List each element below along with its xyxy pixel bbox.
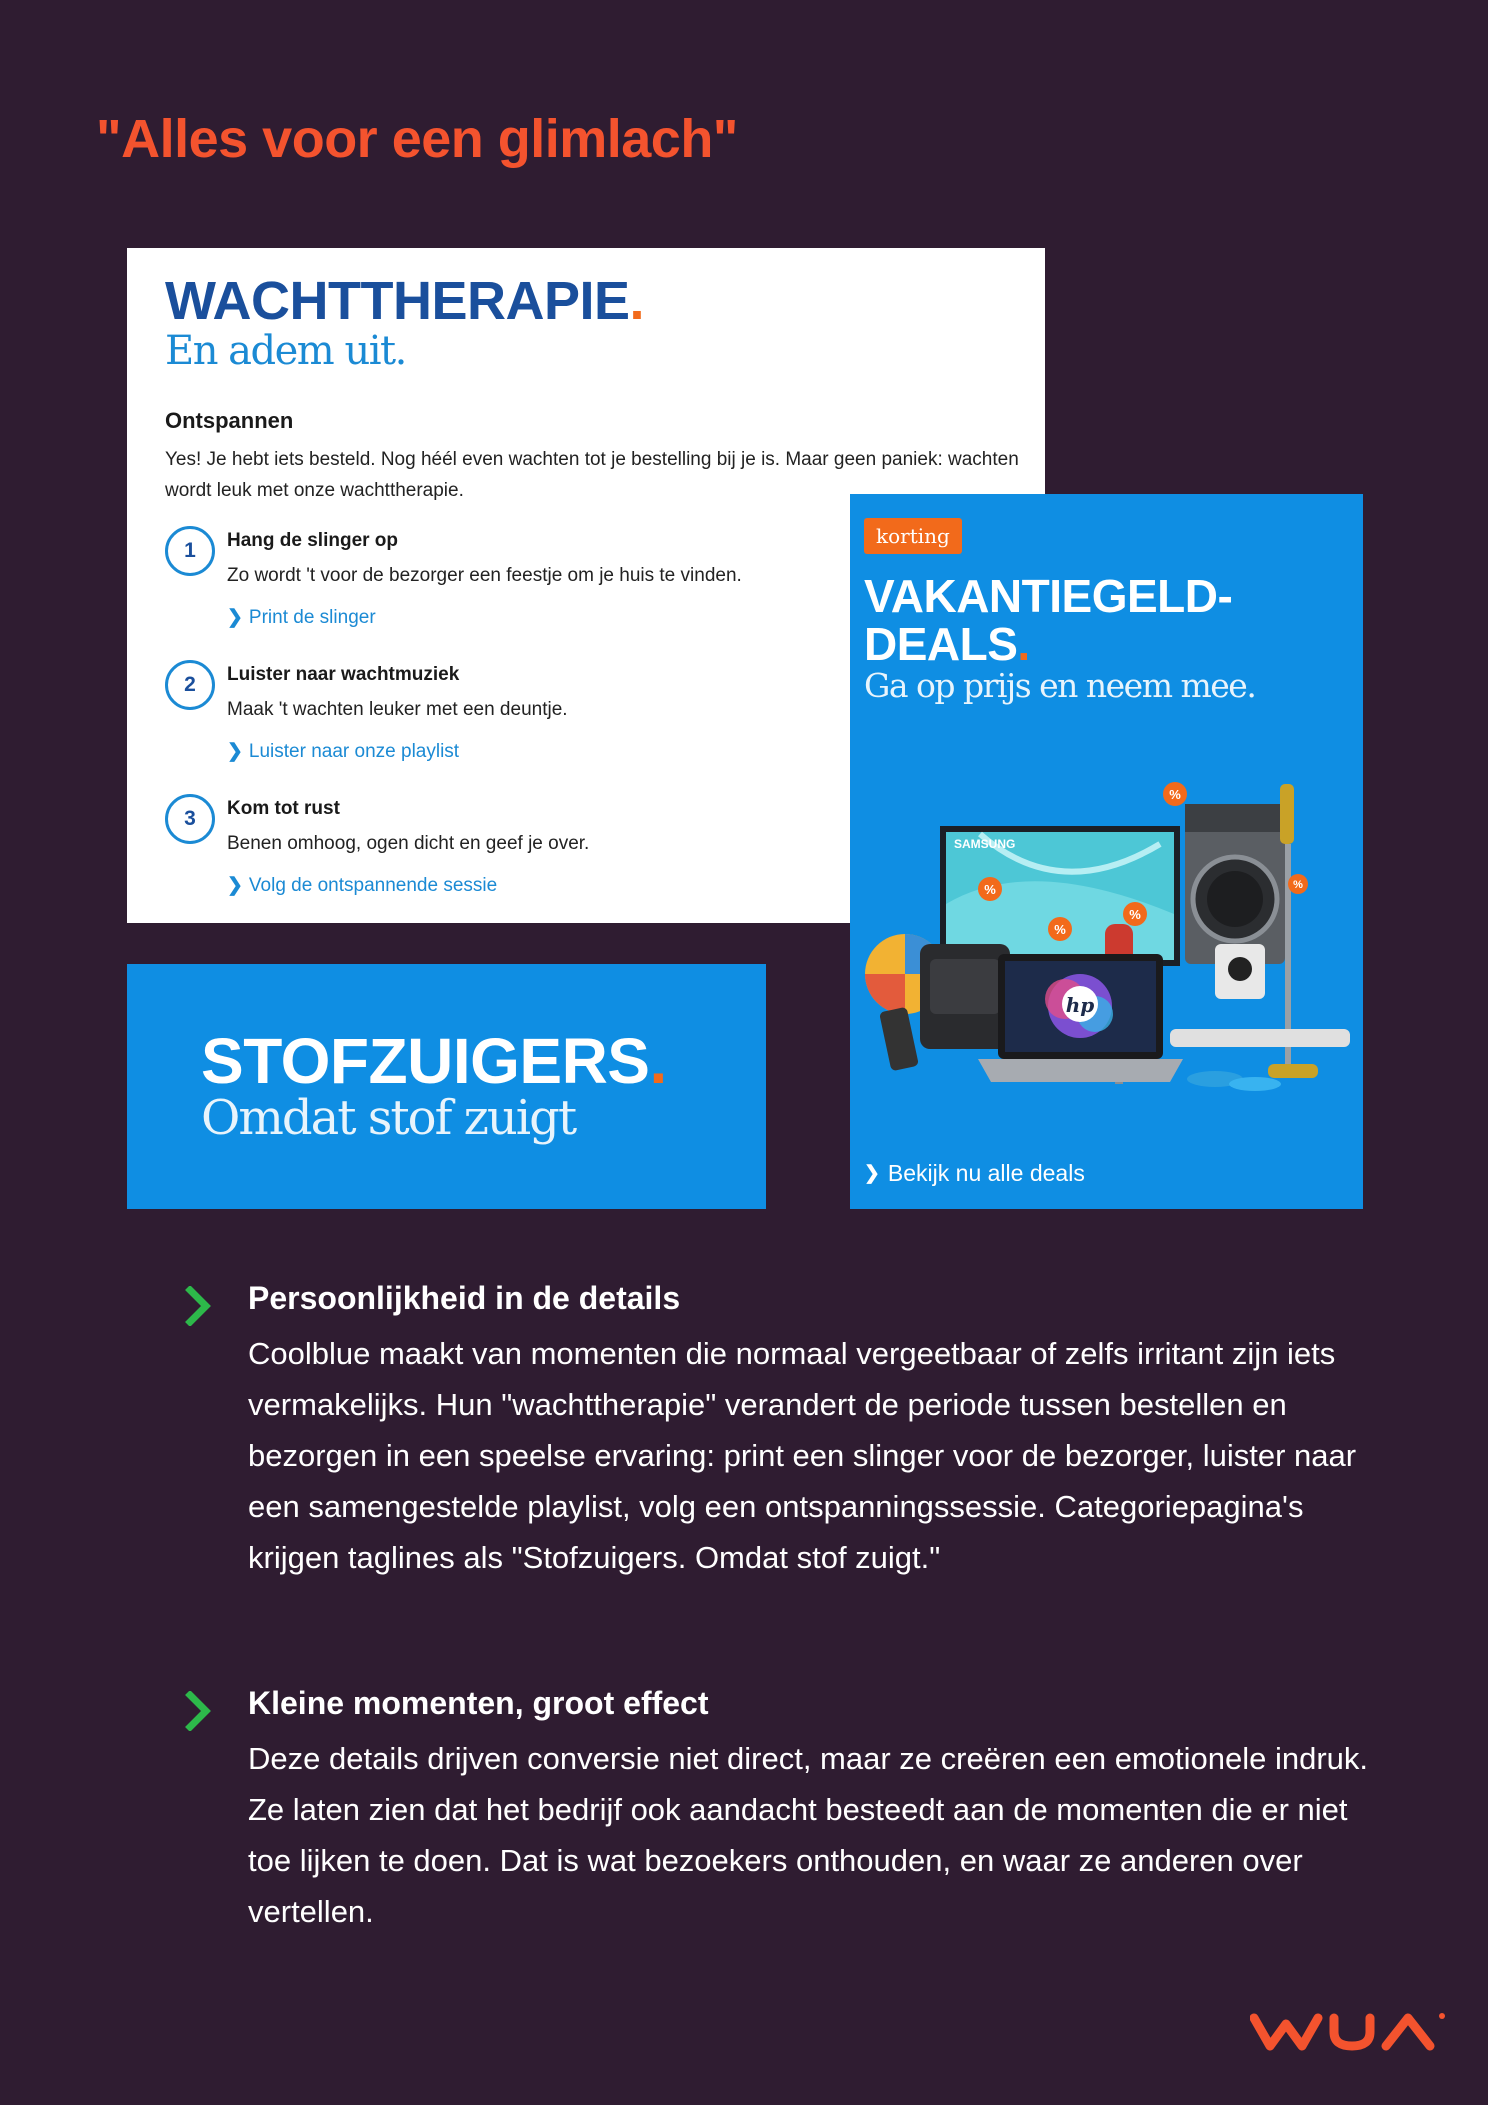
chevron-right-icon: ❯: [227, 741, 243, 762]
step-number: 2: [165, 660, 215, 710]
deals-subtitle: Ga op prijs en neem mee.: [864, 666, 1256, 705]
vakantiegeld-deals-card: [850, 494, 1363, 1209]
step-description: Maak 't wachten leuker met een deuntje.: [227, 699, 568, 720]
step-number: 1: [165, 526, 215, 576]
deals-title: VAKANTIEGELD- DEALS.: [864, 570, 1233, 670]
stofzuigers-tagline: Omdat stof zuigt: [201, 1090, 576, 1146]
svg-text:%: %: [1293, 879, 1303, 891]
chevron-right-icon: [184, 1691, 214, 1731]
svg-text:%: %: [984, 882, 996, 897]
hp-label: hp: [1065, 993, 1095, 1017]
stofzuigers-banner: [127, 964, 766, 1209]
korting-badge: korting: [864, 518, 962, 554]
step-title: Kom tot rust: [227, 798, 340, 819]
page-title: "Alles voor een glimlach": [96, 109, 738, 169]
samsung-label: SAMSUNG: [954, 837, 1016, 851]
wachttherapie-intro: Yes! Je hebt iets besteld. Nog héél even wachten tot je bestelling bij je is. Maar geen paniek: wachten wordt leuk met onze wachttherapie.: [165, 449, 1019, 501]
svg-text:%: %: [1169, 787, 1181, 802]
wachttherapie-title: WACHTTHERAPIE.: [165, 271, 645, 331]
stofzuigers-title: STOFZUIGERS.: [201, 1025, 667, 1097]
print-slinger-link[interactable]: ❯ Print de slinger: [227, 606, 376, 628]
bullet-title: Persoonlijkheid in de details: [248, 1280, 681, 1316]
step-title: Luister naar wachtmuziek: [227, 664, 460, 685]
step-number: 3: [165, 794, 215, 844]
bekijk-deals-link[interactable]: ❯ Bekijk nu alle deals: [864, 1160, 1085, 1186]
chevron-right-icon: ❯: [227, 875, 243, 896]
svg-text:%: %: [1054, 922, 1066, 937]
products-illustration-icon: [860, 764, 1355, 1104]
chevron-right-icon: [184, 1286, 214, 1326]
bullet-body: Coolblue maakt van momenten die normaal vergeetbaar of zelfs irritant zijn iets vermakelijks. Hun "wachttherapie" verandert de periode tussen bestellen en bezorgen in een speelse ervaring: print een slinger voor de bezorger, luister naar een samengestelde playlist, volg een ontspanningssessie. Categoriepagina's krijgen taglines als "Stofzuigers. Omdat stof zuigt.": [248, 1336, 1357, 1575]
chevron-right-icon: ❯: [864, 1163, 880, 1184]
step-title: Hang de slinger op: [227, 530, 399, 551]
step-description: Benen omhoog, ogen dicht en geef je over.: [227, 833, 590, 854]
svg-text:%: %: [1129, 907, 1141, 922]
chevron-right-icon: ❯: [227, 607, 243, 628]
wua-logo: [1250, 2010, 1448, 2054]
bullet-body: Deze details drijven conversie niet direct, maar ze creëren een emotionele indruk. Ze laten zien dat het bedrijf ook aandacht besteedt aan de momenten die er niet toe lijken te doen. Dat is wat bezoekers onthouden, en waar ze anderen over vertellen.: [248, 1741, 1369, 1929]
wachttherapie-subtitle: En adem uit.: [165, 328, 406, 374]
step-description: Zo wordt 't voor de bezorger een feestje om je huis te vinden.: [227, 565, 742, 586]
ontspannen-heading: Ontspannen: [165, 408, 294, 433]
playlist-link[interactable]: ❯ Luister naar onze playlist: [227, 740, 460, 762]
ontspannende-sessie-link[interactable]: ❯ Volg de ontspannende sessie: [227, 874, 498, 896]
bullet-title: Kleine momenten, groot effect: [248, 1685, 709, 1721]
